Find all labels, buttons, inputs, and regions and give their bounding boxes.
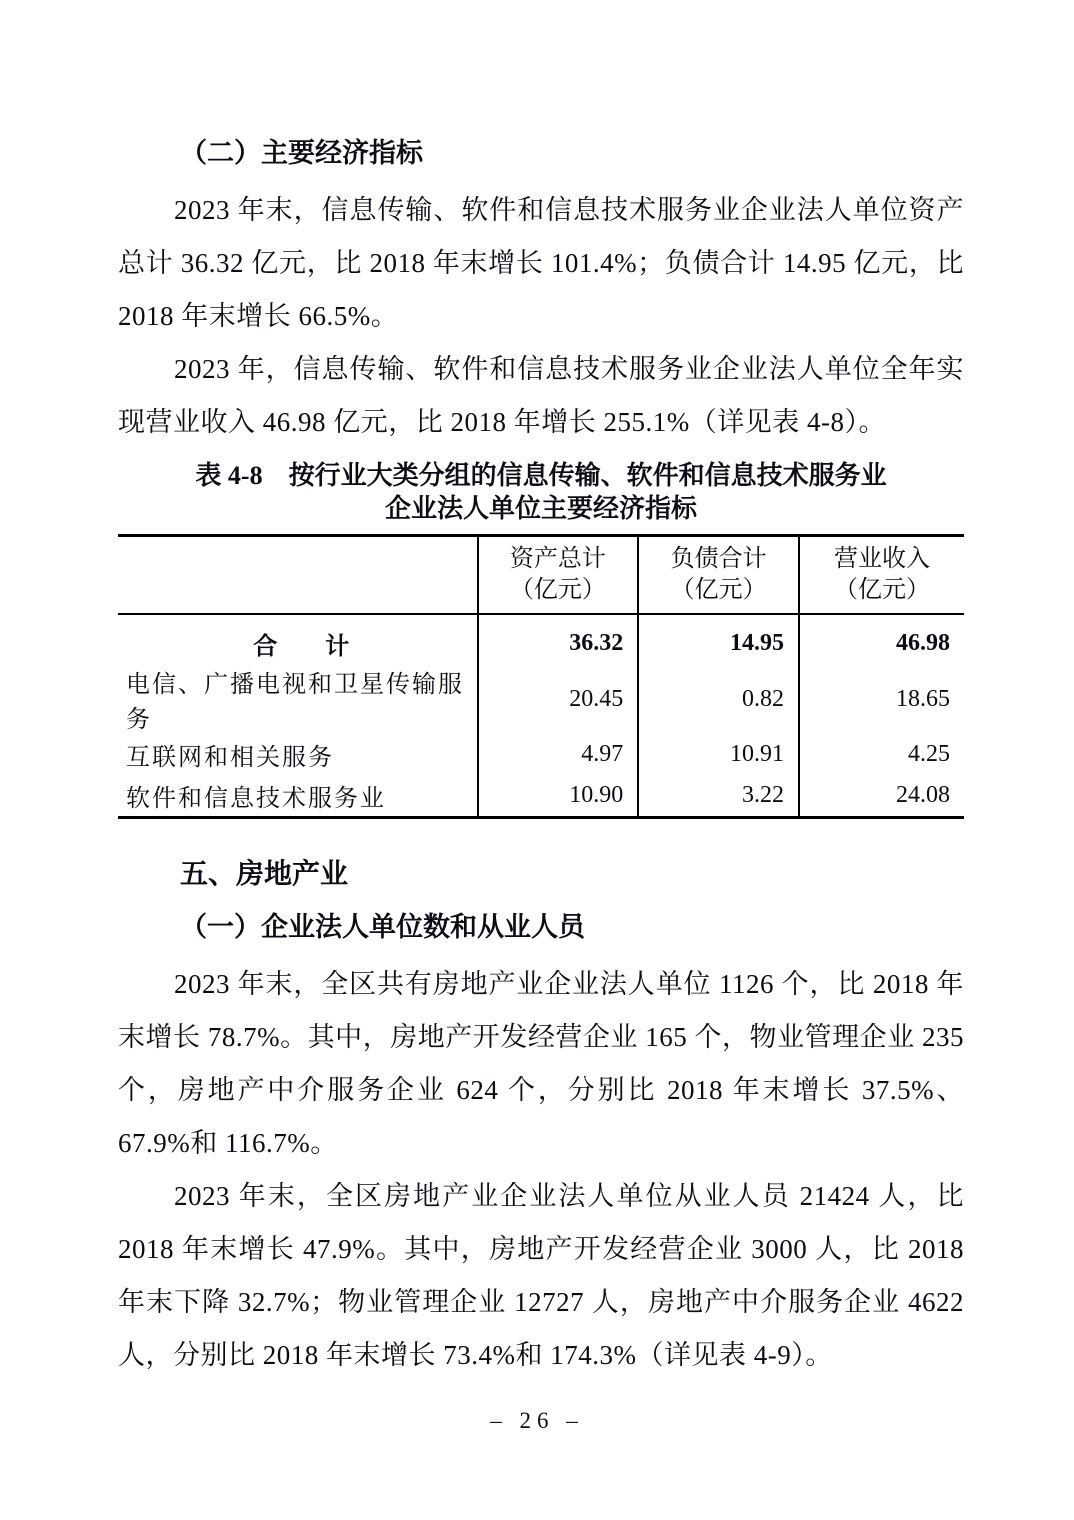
- subsection-heading-legal-entities: （一）企业法人单位数和从业人员: [180, 912, 585, 942]
- row-label: 电信、广播电视和卫星传输服务: [126, 672, 464, 733]
- table-title-line1: 表 4-8 按行业大类分组的信息传输、软件和信息技术服务业: [195, 461, 887, 490]
- table-title-line2: 企业法人单位主要经济指标: [384, 494, 697, 523]
- cell-assets: 20.45: [478, 664, 639, 734]
- document-body: [118, 0, 964, 1382]
- table-row-telecom: [118, 664, 964, 734]
- column-header-liabilities: [638, 536, 799, 615]
- cell-assets: 36.32: [478, 614, 639, 664]
- table-4-8: [118, 534, 964, 819]
- paragraph-realestate-employees: 2023 年末，全区房地产业企业法人单位从业人员 21424 人，比 2018 年末增长 47.9%。其中，房地产开发经营企业 3000 人，比 2018 年末下降 32.7%；物业管理企业 12727 人，房地产中介服务企业 4622 人，分别比 2018 年末增长 73.4%和 174.3%（详见表 4-9）。: [118, 1181, 964, 1370]
- table-row-software: [118, 775, 964, 818]
- subsection-heading-economic-indicators: （二）主要经济指标: [180, 138, 423, 168]
- row-label: 合 计: [253, 634, 350, 660]
- row-label: 软件和信息技术服务业: [126, 786, 386, 812]
- cell-revenue: 24.08: [799, 775, 964, 818]
- cell-revenue: 18.65: [799, 664, 964, 734]
- cell-liabilities: 14.95: [638, 614, 799, 664]
- paragraph-revenue: 2023 年，信息传输、软件和信息技术服务业企业法人单位全年实现营业收入 46.98 亿元，比 2018 年增长 255.1%（详见表 4-8）。: [118, 354, 964, 437]
- column-header-empty: [118, 536, 478, 615]
- table-row-total: [118, 614, 964, 664]
- cell-liabilities: 3.22: [638, 775, 799, 818]
- cell-revenue: 46.98: [799, 614, 964, 664]
- page-number: – 26 –: [490, 1408, 584, 1433]
- cell-revenue: 4.25: [799, 734, 964, 775]
- column-header-revenue-line1: 营业收入: [834, 546, 930, 572]
- table-4-8-title: [118, 459, 964, 525]
- cell-liabilities: 10.91: [638, 734, 799, 775]
- paragraph-realestate-units: 2023 年末，全区共有房地产业企业法人单位 1126 个，比 2018 年末增长 78.7%。其中，房地产开发经营企业 165 个，物业管理企业 235 个，房地产中介服务企业 624 个，分别比 2018 年末增长 37.5%、67.9%和 116.7%。: [118, 969, 964, 1158]
- cell-assets: 4.97: [478, 734, 639, 775]
- table-header-row: [118, 536, 964, 615]
- column-header-assets-line2: （亿元）: [509, 577, 606, 603]
- paragraph-assets-liabilities: 2023 年末，信息传输、软件和信息技术服务业企业法人单位资产总计 36.32 亿元，比 2018 年末增长 101.4%；负债合计 14.95 亿元，比 2018 年末增长 66.5%。: [118, 195, 964, 331]
- section-heading-real-estate: 五、房地产业: [180, 859, 349, 890]
- column-header-revenue: [799, 536, 964, 615]
- row-label: 互联网和相关服务: [126, 745, 334, 771]
- column-header-liabilities-line2: （亿元）: [670, 577, 767, 603]
- cell-assets: 10.90: [478, 775, 639, 818]
- column-header-liabilities-line1: 负债合计: [670, 546, 767, 572]
- table-row-internet: [118, 734, 964, 775]
- column-header-assets: [478, 536, 639, 615]
- cell-liabilities: 0.82: [638, 664, 799, 734]
- column-header-assets-line1: 资产总计: [509, 546, 606, 572]
- column-header-revenue-line2: （亿元）: [834, 577, 930, 603]
